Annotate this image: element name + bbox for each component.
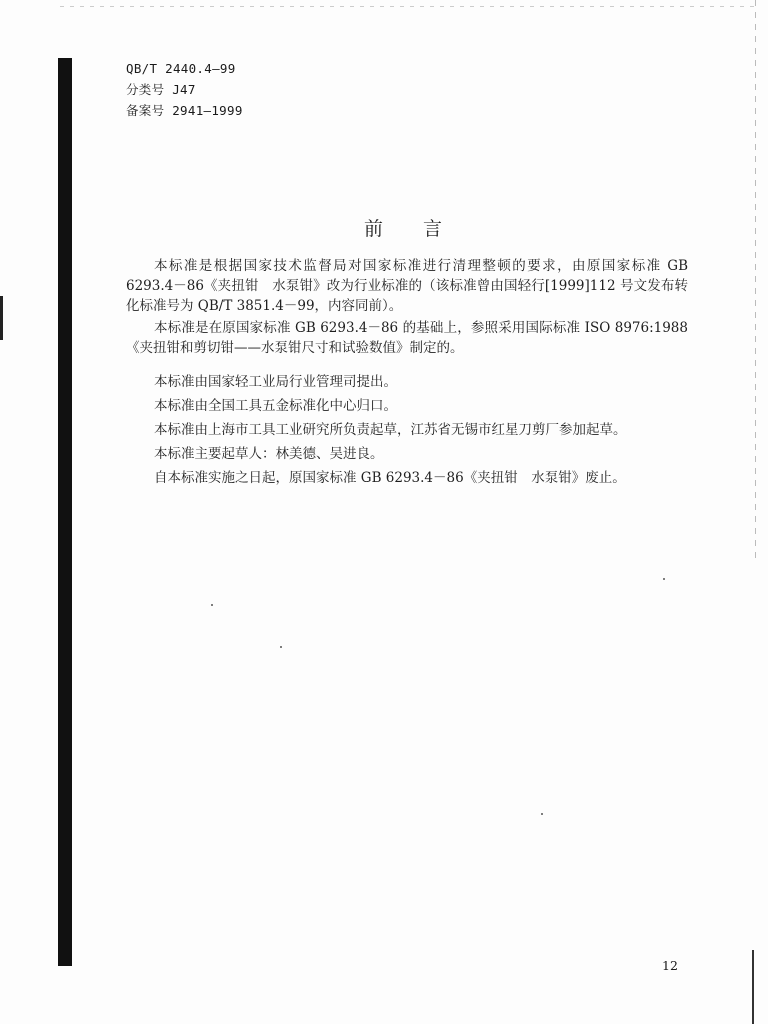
scan-speck bbox=[280, 646, 282, 648]
statement-line: 本标准由上海市工具工业研究所负责起草，江苏省无锡市红星刀剪厂参加起草。 bbox=[154, 422, 627, 438]
foreword-body bbox=[126, 256, 688, 492]
scan-speck bbox=[541, 813, 543, 815]
statement-line: 自本标准实施之日起，原国家标准 GB 6293.4－86《夹扭钳 水泵钳》废止。 bbox=[154, 470, 626, 486]
class-number: 分类号 J47 bbox=[126, 82, 196, 97]
statement-line: 本标准主要起草人：林美德、吴进良。 bbox=[154, 446, 384, 462]
record-number: 备案号 2941—1999 bbox=[126, 103, 243, 118]
scan-speck bbox=[211, 604, 213, 606]
scan-binding-bar bbox=[58, 58, 72, 966]
statement-line: 本标准由全国工具五金标准化中心归口。 bbox=[154, 398, 397, 414]
document-header bbox=[126, 58, 243, 121]
standard-code: QB/T 2440.4—99 bbox=[126, 61, 236, 76]
paragraph: 本标准是在原国家标准 GB 6293.4－86 的基础上，参照采用国际标准 ISO 8976:1988《夹扭钳和剪切钳——水泵钳尺寸和试验数值》制定的。 bbox=[126, 320, 688, 356]
section-title: 前言 bbox=[364, 218, 483, 240]
page-number: 12 bbox=[662, 958, 678, 973]
paragraph: 本标准是根据国家技术监督局对国家标准进行清理整顿的要求，由原国家标准 GB 6293.4－86《夹扭钳 水泵钳》改为行业标准的（该标准曾由国轻行[1999]112 号文发布转化标准号为 QB/T 3851.4－99，内容同前）。 bbox=[126, 258, 688, 314]
scan-left-mark bbox=[0, 296, 3, 340]
scan-speck bbox=[663, 578, 665, 580]
statement-line: 本标准由国家轻工业局行业管理司提出。 bbox=[154, 374, 397, 390]
scan-right-edge-low bbox=[752, 950, 754, 1024]
scan-top-edge bbox=[60, 6, 760, 7]
scan-right-edge bbox=[755, 0, 756, 560]
